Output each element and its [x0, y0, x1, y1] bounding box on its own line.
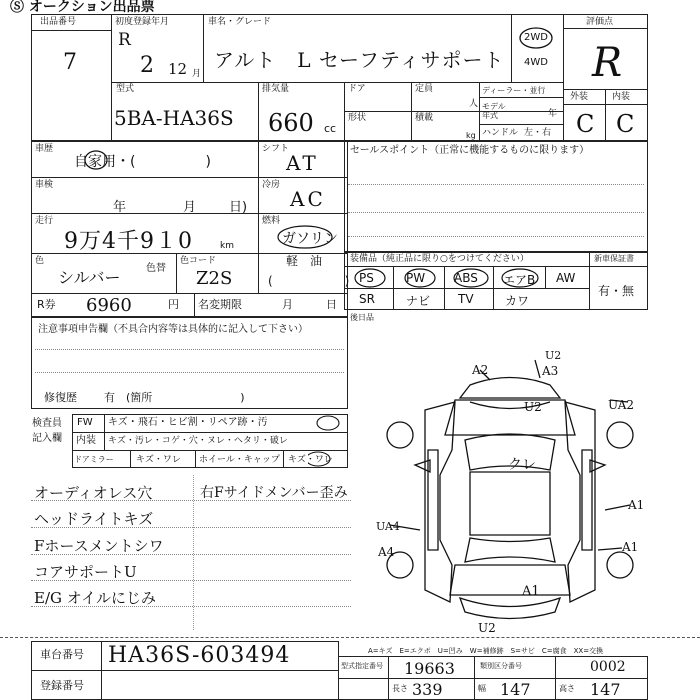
- displacement-unit: cc: [324, 122, 337, 135]
- inspector-mirror-head: ドアミラー: [74, 455, 114, 464]
- height-value: 147: [590, 680, 621, 699]
- registration-month-unit: 月: [192, 69, 202, 79]
- equip-navi: ナビ: [406, 294, 431, 308]
- note-line-4: コアサポートU: [34, 563, 137, 581]
- mark-a4: A4: [378, 545, 395, 559]
- load-label: 積載: [415, 113, 434, 123]
- registration-number-label: 登録番号: [40, 679, 84, 692]
- inspector-fw-head: FW: [77, 417, 93, 428]
- model-year-label: モデル年式: [482, 102, 506, 120]
- name-change-unit: 月 日: [282, 298, 337, 311]
- shape-label: 形状: [348, 113, 367, 123]
- equip-abs: ABS: [454, 271, 478, 285]
- fuel-option: 軽 油: [286, 254, 323, 268]
- mark-a1-rear-right: A1: [622, 540, 639, 554]
- model-label: 型式: [116, 84, 135, 94]
- dealer-label: ディーラー・並行: [482, 86, 546, 95]
- car-history-label: 車歴: [35, 144, 54, 154]
- mark-a2: A2: [472, 363, 489, 377]
- car-history-value: 自家用・( ): [74, 154, 211, 170]
- mark-roof: クレ: [508, 457, 536, 473]
- capacity-unit: 人: [469, 99, 479, 109]
- interior-label: 内装: [612, 92, 631, 102]
- color-value: シルバー: [58, 268, 121, 287]
- mark-ua2: UA2: [608, 398, 635, 412]
- equip-pw: PW: [406, 271, 426, 285]
- notes-label: 注意事項申告欄（不具合内容等は具体的に記入して下さい）: [38, 324, 308, 335]
- inspector-wheel-text: キズ・ワレ: [288, 455, 333, 465]
- color-code: Z2S: [196, 268, 233, 289]
- class-label: 類別区分番号: [480, 662, 522, 670]
- exterior-label: 外装: [570, 92, 589, 102]
- cert-value: 19663: [404, 659, 455, 678]
- mark-ua4: UA4: [376, 520, 400, 533]
- model-value: 5BA-HA36S: [114, 106, 234, 130]
- sales-point-label: セールスポイント（正常に機能するものに限ります）: [350, 145, 590, 156]
- mark-u2-hood: U2: [524, 400, 542, 414]
- lot-number: 7: [63, 50, 77, 75]
- car-name: アルト L セーフティサポート: [214, 48, 505, 72]
- mark-u2-bottom: U2: [478, 621, 496, 635]
- car-history-circle-icon: [83, 149, 109, 171]
- inspector-mirror-text: キズ・ワレ: [136, 455, 181, 465]
- model-year-unit: 年: [548, 109, 558, 119]
- ac-value: AC: [290, 187, 326, 211]
- inspection-day-unit: 日): [229, 200, 248, 215]
- equipment-label: 装備品（純正品に限り○をつけてください）: [350, 254, 529, 264]
- mark-a1-trunk: A1: [522, 584, 540, 599]
- mark-a3: A3: [542, 364, 559, 378]
- class-value: 0002: [590, 659, 626, 675]
- chassis-number: HA36S-603494: [108, 643, 291, 668]
- displacement-value: 660: [268, 109, 314, 137]
- inspector-label: 検査員: [32, 418, 62, 429]
- fuel-circle-icon: [276, 224, 334, 250]
- ac-label: 冷房: [262, 180, 281, 190]
- width-value: 147: [500, 680, 531, 699]
- new-car-warranty-value: 有・無: [598, 284, 635, 298]
- inspector-label-2: 記入欄: [32, 433, 62, 444]
- registration-era: R: [118, 30, 131, 50]
- door-label: ドア: [348, 84, 366, 94]
- length-value: 339: [412, 680, 443, 699]
- inspection-month-unit: 月: [183, 200, 197, 215]
- capacity-label: 定員: [415, 84, 434, 94]
- score-value: R: [592, 40, 623, 86]
- note-right-1: 右Fサイドメンバー歪み: [200, 485, 348, 501]
- form-title: Ⓢ オークション出品票: [10, 0, 155, 15]
- drive-circle-icon: [518, 26, 554, 50]
- mark-u2-top: U2: [545, 349, 562, 362]
- inspection-year-unit: 年: [113, 200, 127, 215]
- exterior-score: C: [576, 110, 595, 138]
- note-line-2: ヘッドライトキズ: [34, 510, 154, 528]
- equip-sr: SR: [359, 292, 375, 306]
- load-unit: kg: [466, 131, 476, 140]
- chassis-label: 車台番号: [40, 648, 84, 661]
- note-line-5: E/G オイルにじみ: [34, 589, 157, 607]
- equipment-circles-icon: [350, 266, 550, 290]
- car-body-diagram: [360, 340, 660, 640]
- score-label: 評価点: [586, 17, 614, 27]
- drive-4wd: 4WD: [524, 57, 548, 68]
- color-change-label: 色替: [146, 263, 166, 274]
- shift-value: AT: [286, 151, 319, 175]
- fuel-value: ガソリン: [282, 231, 338, 247]
- height-label: 高さ: [559, 684, 575, 693]
- lot-label: 出品番号: [40, 17, 77, 27]
- color-code-label: 色コード: [180, 256, 217, 266]
- steering-value: 左・右: [524, 128, 552, 138]
- equip-leather: カワ: [505, 294, 530, 308]
- registration-year: 2: [140, 53, 154, 78]
- damage-legend: A=キズ E=エクボ U=凹み W=補修跡 S=サビ C=腐食 XX=交換: [368, 647, 604, 655]
- aftermarket-label: 後日品: [350, 313, 374, 322]
- inspector-interior-text: キズ・汚レ・コゲ・穴・ヌレ・ヘタリ・破レ: [108, 436, 288, 446]
- repair-history-value: 有 (箇所 ): [104, 391, 245, 404]
- mileage-unit: km: [220, 241, 234, 251]
- inspector-circle-icon: [308, 414, 348, 468]
- displacement-label: 排気量: [262, 84, 290, 94]
- inspector-fw-text: キズ・飛石・ヒビ割・リペア跡・汚: [108, 417, 268, 428]
- mileage-label: 走行: [35, 216, 54, 226]
- width-label: 幅: [478, 684, 486, 693]
- mark-a1-right: A1: [628, 498, 645, 512]
- equip-aw: AW: [556, 271, 576, 285]
- steering-label: ハンドル: [482, 128, 519, 138]
- name-change-label: 名変期限: [198, 298, 242, 311]
- equip-tv: TV: [458, 292, 474, 306]
- drive-2wd: 2WD: [524, 32, 548, 43]
- inspector-interior-head: 内装: [76, 435, 96, 446]
- color-label: 色: [35, 256, 45, 266]
- repair-history-label: 修復歴: [44, 391, 77, 404]
- new-car-warranty-label: 新車保証書: [594, 254, 634, 263]
- car-name-label: 車名・グレード: [208, 17, 272, 27]
- inspector-wheel-head: ホイール・キャップ: [199, 455, 280, 465]
- shift-label: シフト: [262, 144, 290, 154]
- equip-ps: PS: [359, 271, 374, 285]
- recycle-unit: 円: [168, 298, 179, 311]
- recycle-value: 6960: [86, 295, 132, 316]
- cert-label: 型式指定番号: [341, 662, 383, 670]
- length-label: 長さ: [392, 684, 408, 693]
- interior-score: C: [616, 110, 635, 138]
- mileage-value: 9万4千9１0: [64, 229, 193, 254]
- equip-airbag: エアB: [503, 273, 536, 287]
- inspection-label: 車検: [35, 180, 54, 190]
- registration-month: 12: [168, 60, 188, 78]
- registration-label: 初度登録年月: [115, 17, 170, 27]
- recycle-label: R券: [37, 298, 56, 311]
- note-line-3: Fホースメントシワ: [34, 537, 164, 555]
- note-line-1: オーディオレス穴: [34, 484, 153, 502]
- fuel-label: 燃料: [262, 216, 281, 226]
